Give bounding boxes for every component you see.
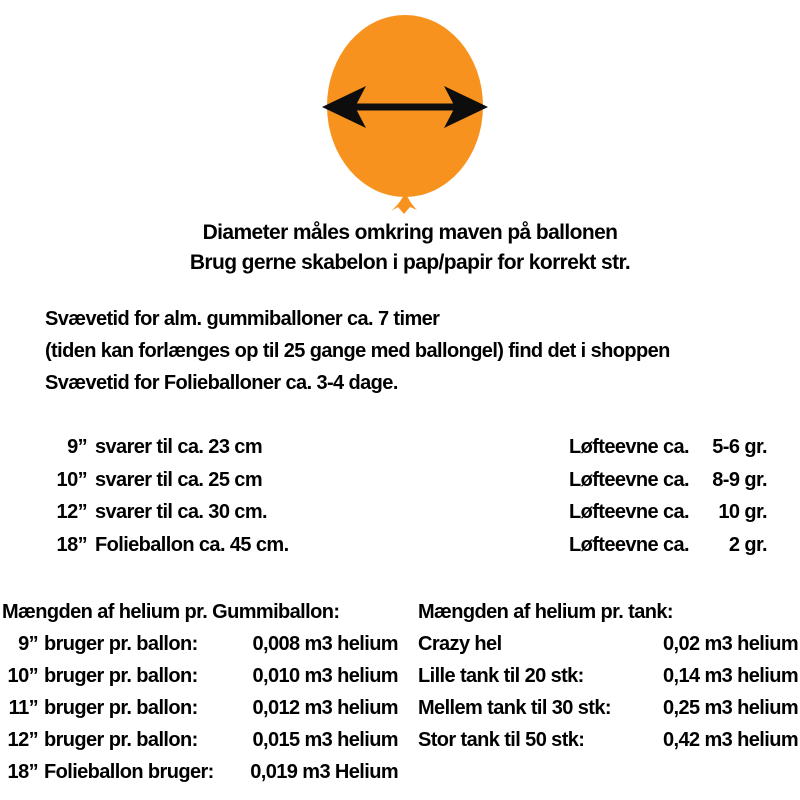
float-info-line1: Svævetid for alm. gummiballoner ca. 7 timer xyxy=(45,308,440,330)
table-row xyxy=(45,529,767,562)
tank-label: Stor tank til 50 stk: xyxy=(418,729,585,751)
balloon-size: 18” xyxy=(7,761,38,783)
lift-label: Løfteevne ca. xyxy=(568,468,689,491)
balloon-size: 12” xyxy=(56,501,87,523)
size-description: Folieballon ca. 45 cm. xyxy=(95,533,289,556)
size-description: svarer til ca. 23 cm xyxy=(95,436,263,458)
table-row xyxy=(418,660,798,692)
helium-amount: 0,019 m3 Helium xyxy=(250,761,398,783)
caption-line2: Brug gerne skabelon i pap/papir for korrekt str. xyxy=(189,251,631,274)
usage-label: bruger pr. ballon: xyxy=(44,665,198,687)
helium-amount: 0,02 m3 helium xyxy=(663,633,798,655)
table-row xyxy=(418,628,798,660)
helium-amount: 0,015 m3 helium xyxy=(252,729,398,751)
caption-line1: Diameter måles omkring maven på ballonen xyxy=(202,221,618,244)
table-row xyxy=(45,431,767,464)
balloon-size: 10” xyxy=(7,665,38,687)
table-row xyxy=(2,756,398,788)
table-row xyxy=(2,692,398,724)
tank-label: Crazy hel xyxy=(418,633,502,655)
helium-per-balloon-section xyxy=(2,596,398,788)
table-row xyxy=(45,464,767,497)
usage-label: bruger pr. ballon: xyxy=(44,633,198,655)
lift-label: Løfteevne ca. xyxy=(568,436,689,458)
helium-amount: 0,010 m3 helium xyxy=(252,665,398,687)
table-row xyxy=(45,496,767,529)
size-lift-table xyxy=(45,431,767,561)
balloon-size: 9” xyxy=(18,633,38,655)
table-row xyxy=(418,724,798,756)
float-time-info xyxy=(45,303,670,399)
helium-amount: 0,012 m3 helium xyxy=(252,697,398,719)
size-description: svarer til ca. 30 cm. xyxy=(95,501,267,523)
lift-label: Løfteevne ca. xyxy=(568,501,689,523)
float-info-line2: (tiden kan forlænges op til 25 gange med ballongel) find det i shoppen xyxy=(45,340,670,362)
helium-per-tank-section xyxy=(418,596,798,756)
balloon-illustration xyxy=(0,0,800,216)
table-row xyxy=(2,628,398,660)
balloon-size: 12” xyxy=(7,729,38,751)
helium-amount: 0,25 m3 helium xyxy=(663,697,798,719)
tank-label: Mellem tank til 30 stk: xyxy=(418,697,611,719)
helium-amount: 0,14 m3 helium xyxy=(663,665,798,687)
usage-label: Folieballon bruger: xyxy=(44,761,214,783)
helium-amount: 0,42 m3 helium xyxy=(663,729,798,751)
lift-value: 2 gr. xyxy=(728,533,767,556)
table-row xyxy=(2,724,398,756)
lift-value: 5-6 gr. xyxy=(712,436,767,458)
table-row xyxy=(418,692,798,724)
helium-balloon-header: Mængden af helium pr. Gummiballon: xyxy=(2,601,340,623)
lift-value: 8-9 gr. xyxy=(712,468,767,491)
usage-label: bruger pr. ballon: xyxy=(44,729,198,751)
size-description: svarer til ca. 25 cm xyxy=(95,468,263,491)
diameter-caption xyxy=(0,218,800,278)
tank-label: Lille tank til 20 stk: xyxy=(418,665,584,687)
balloon-size: 11” xyxy=(8,697,38,719)
lift-value: 10 gr. xyxy=(718,501,767,523)
float-info-line3: Svævetid for Folieballoner ca. 3-4 dage. xyxy=(45,372,398,394)
helium-amount: 0,008 m3 helium xyxy=(252,633,398,655)
table-row xyxy=(2,660,398,692)
balloon-size: 9” xyxy=(67,436,87,458)
usage-label: bruger pr. ballon: xyxy=(44,697,198,719)
helium-tank-header: Mængden af helium pr. tank: xyxy=(418,601,673,623)
lift-label: Løfteevne ca. xyxy=(568,533,689,556)
balloon-size: 10” xyxy=(56,468,87,491)
balloon-size: 18” xyxy=(56,533,87,556)
